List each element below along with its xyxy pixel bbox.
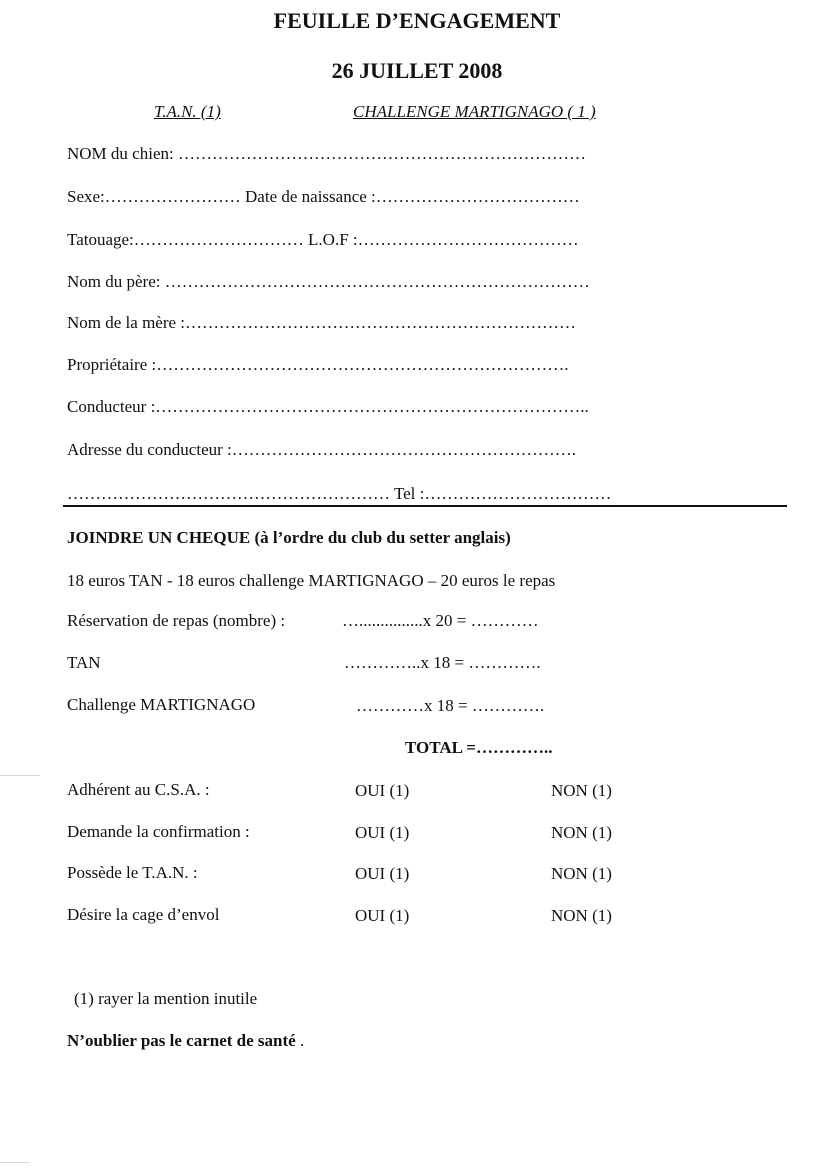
scan-artifact	[0, 1162, 30, 1163]
field-conducteur[interactable]: Conducteur :…………………………………………………………………..	[67, 397, 589, 416]
event-tan: T.A.N. (1)	[154, 102, 221, 121]
question-label: Adhérent au C.S.A. :	[67, 780, 210, 799]
non-option[interactable]: NON (1)	[551, 781, 612, 800]
oui-option[interactable]: OUI (1)	[355, 781, 410, 800]
field-nom-mere[interactable]: Nom de la mère :……………………………………………………………	[67, 313, 577, 332]
field-tatouage-lof[interactable]: Tatouage:………………………… L.O.F :…………………………………	[67, 230, 579, 249]
oui-option[interactable]: OUI (1)	[355, 823, 410, 842]
event-challenge: CHALLENGE MARTIGNAGO ( 1 )	[353, 102, 596, 121]
repas-calc-field[interactable]: …...............x 20 = …………	[342, 611, 539, 630]
non-option[interactable]: NON (1)	[551, 864, 612, 883]
question-label: Désire la cage d’envol	[67, 905, 220, 924]
question-label: Demande la confirmation :	[67, 822, 250, 841]
reminder-period: .	[299, 1031, 305, 1050]
reminder-text: N’oublier pas le carnet de santé	[67, 1031, 296, 1050]
field-sexe-date-naissance[interactable]: Sexe:…………………… Date de naissance :………………………………	[67, 187, 580, 206]
health-book-reminder	[67, 1032, 304, 1049]
challenge-label: Challenge MARTIGNAGO	[67, 695, 256, 714]
field-nom-chien[interactable]: NOM du chien: ………………………………………………………………	[67, 144, 586, 163]
oui-option[interactable]: OUI (1)	[355, 906, 410, 925]
field-proprietaire[interactable]: Propriétaire :……………………………………………………………….	[67, 355, 569, 374]
tan-label: TAN	[67, 653, 101, 672]
total-field[interactable]: TOTAL =…………..	[405, 738, 553, 757]
field-nom-pere[interactable]: Nom du père: …………………………………………………………………	[67, 272, 590, 291]
question-label: Possède le T.A.N. :	[67, 863, 198, 882]
tarifs-line: 18 euros TAN - 18 euros challenge MARTIGNAGO – 20 euros le repas	[67, 571, 556, 590]
challenge-calc-field[interactable]: …………x 18 = ………….	[356, 696, 545, 715]
footnote: (1) rayer la mention inutile	[74, 989, 258, 1008]
scan-artifact	[0, 775, 40, 776]
field-adresse-tel[interactable]: ………………………………………………… Tel :……………………………	[67, 484, 612, 503]
event-date: 26 JUILLET 2008	[331, 58, 503, 83]
tan-calc-field[interactable]: …………..x 18 = ………….	[344, 653, 541, 672]
repas-label: Réservation de repas (nombre) :	[67, 611, 286, 630]
document-title: FEUILLE D’ENGAGEMENT	[273, 8, 561, 33]
cheque-instruction: JOINDRE UN CHEQUE (à l’ordre du club du setter anglais)	[67, 528, 511, 547]
section-divider	[63, 505, 787, 507]
non-option[interactable]: NON (1)	[551, 823, 612, 842]
oui-option[interactable]: OUI (1)	[355, 864, 410, 883]
non-option[interactable]: NON (1)	[551, 906, 612, 925]
field-adresse-conducteur[interactable]: Adresse du conducteur :…………………………………………………….	[67, 440, 577, 459]
